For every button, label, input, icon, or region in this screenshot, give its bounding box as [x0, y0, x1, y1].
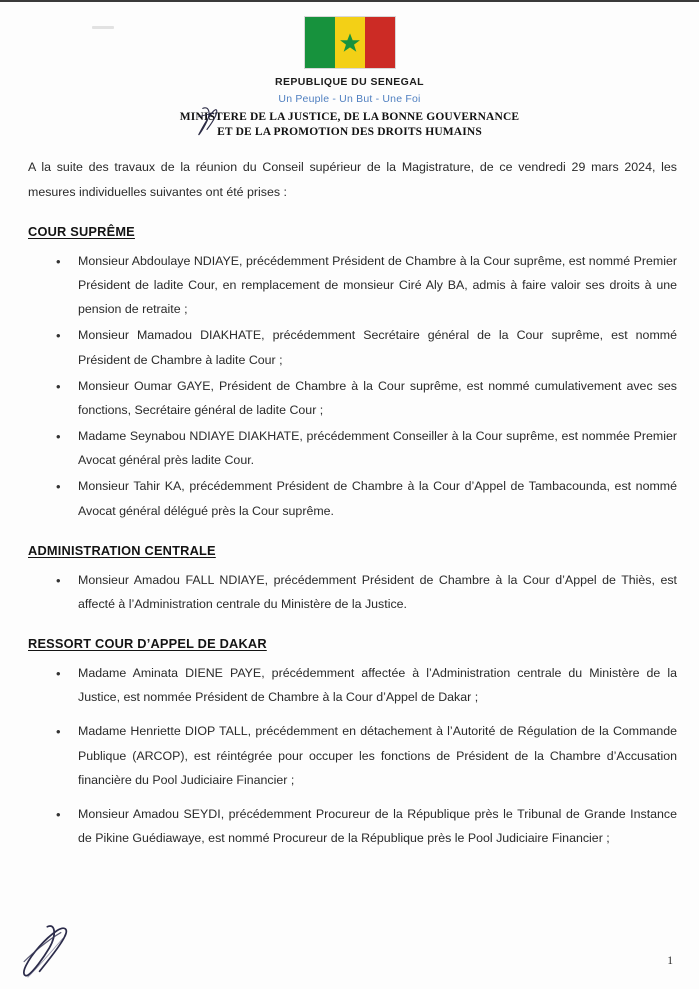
list-item: • Madame Seynabou NDIAYE DIAKHATE, précédemment Conseiller à la Cour suprême, est nommée Premier Avocat général près ladite Cour.	[54, 424, 677, 472]
ministry-title-line-2: ET DE LA PROMOTION DES DROITS HUMAINS	[217, 125, 482, 138]
list-item: • Madame Henriette DIOP TALL, précédemment en détachement à l’Autorité de Régulation de la Commande Publique (ARCOP), est réintégrée pour occuper les fonctions de Président de la Chambre d’Accusation financière du Pool Judiciaire Financier ;	[54, 719, 677, 792]
senegal-flag-icon	[304, 16, 396, 69]
intro-paragraph: A la suite des travaux de la réunion du Conseil supérieur de la Magistrature, de ce vendredi 29 mars 2024, les mesures individuelles suivantes ont été prises :	[28, 160, 677, 199]
list-item: • Monsieur Amadou SEYDI, précédemment Procureur de la République près le Tribunal de Grande Instance de Pikine Guédiawaye, est nommé Procureur de la République près le Pool Judiciaire Financier ;	[54, 802, 677, 850]
measures-list-ressort-cour-appel-dakar	[28, 661, 677, 850]
republic-title: REPUBLIQUE DU SENEGAL	[275, 76, 424, 88]
section-heading-cour-supreme: COUR SUPRÊME	[28, 223, 135, 239]
ministry-title	[0, 110, 699, 139]
flag-band-red	[365, 17, 395, 68]
section-heading-ressort-cour-appel-dakar: RESSORT COUR D’APPEL DE DAKAR	[28, 636, 267, 652]
flag-band-green	[305, 17, 335, 68]
list-item: • Monsieur Amadou FALL NDIAYE, précédemment Président de Chambre à la Cour d’Appel de Thiès, est affecté à l’Administration centrale du Ministère de la Justice.	[54, 568, 677, 616]
letterhead	[0, 2, 699, 139]
list-item: • Monsieur Oumar GAYE, Président de Chambre à la Cour suprême, est nommé cumulativement avec ses fonctions, Secrétaire général de ladite Cour ;	[54, 374, 677, 422]
scan-artifact	[92, 26, 114, 29]
footer-signature-mark	[18, 919, 96, 981]
star-icon	[339, 32, 361, 54]
list-item: • Madame Aminata DIENE PAYE, précédemment affectée à l’Administration centrale du Ministère de la Justice, est nommée Président de Chambre à la Cour d’Appel de Dakar ;	[54, 661, 677, 709]
section-heading-administration-centrale: ADMINISTRATION CENTRALE	[28, 542, 216, 558]
national-motto: Un Peuple - Un But - Une Foi	[278, 93, 421, 105]
list-item: • Monsieur Abdoulaye NDIAYE, précédemment Président de Chambre à la Cour suprême, est nommé Premier Président de ladite Cour, en remplacement de monsieur Ciré Aly BA, admis à faire valoir ses droits à une pension de retraite ;	[54, 249, 677, 322]
page-number: 1	[667, 955, 673, 967]
list-item: • Monsieur Tahir KA, précédemment Président de Chambre à la Cour d’Appel de Tambacounda, est nommé Avocat général délégué près la Cour suprême.	[54, 474, 677, 522]
measures-list-cour-supreme	[28, 249, 677, 523]
list-item: • Monsieur Mamadou DIAKHATE, précédemment Secrétaire général de la Cour suprême, est nommé Président de Chambre à ladite Cour ;	[54, 323, 677, 371]
document-body	[0, 155, 699, 850]
ministry-title-line-1: MINISTERE DE LA JUSTICE, DE LA BONNE GOUVERNANCE	[179, 111, 520, 123]
measures-list-administration-centrale	[28, 568, 677, 616]
